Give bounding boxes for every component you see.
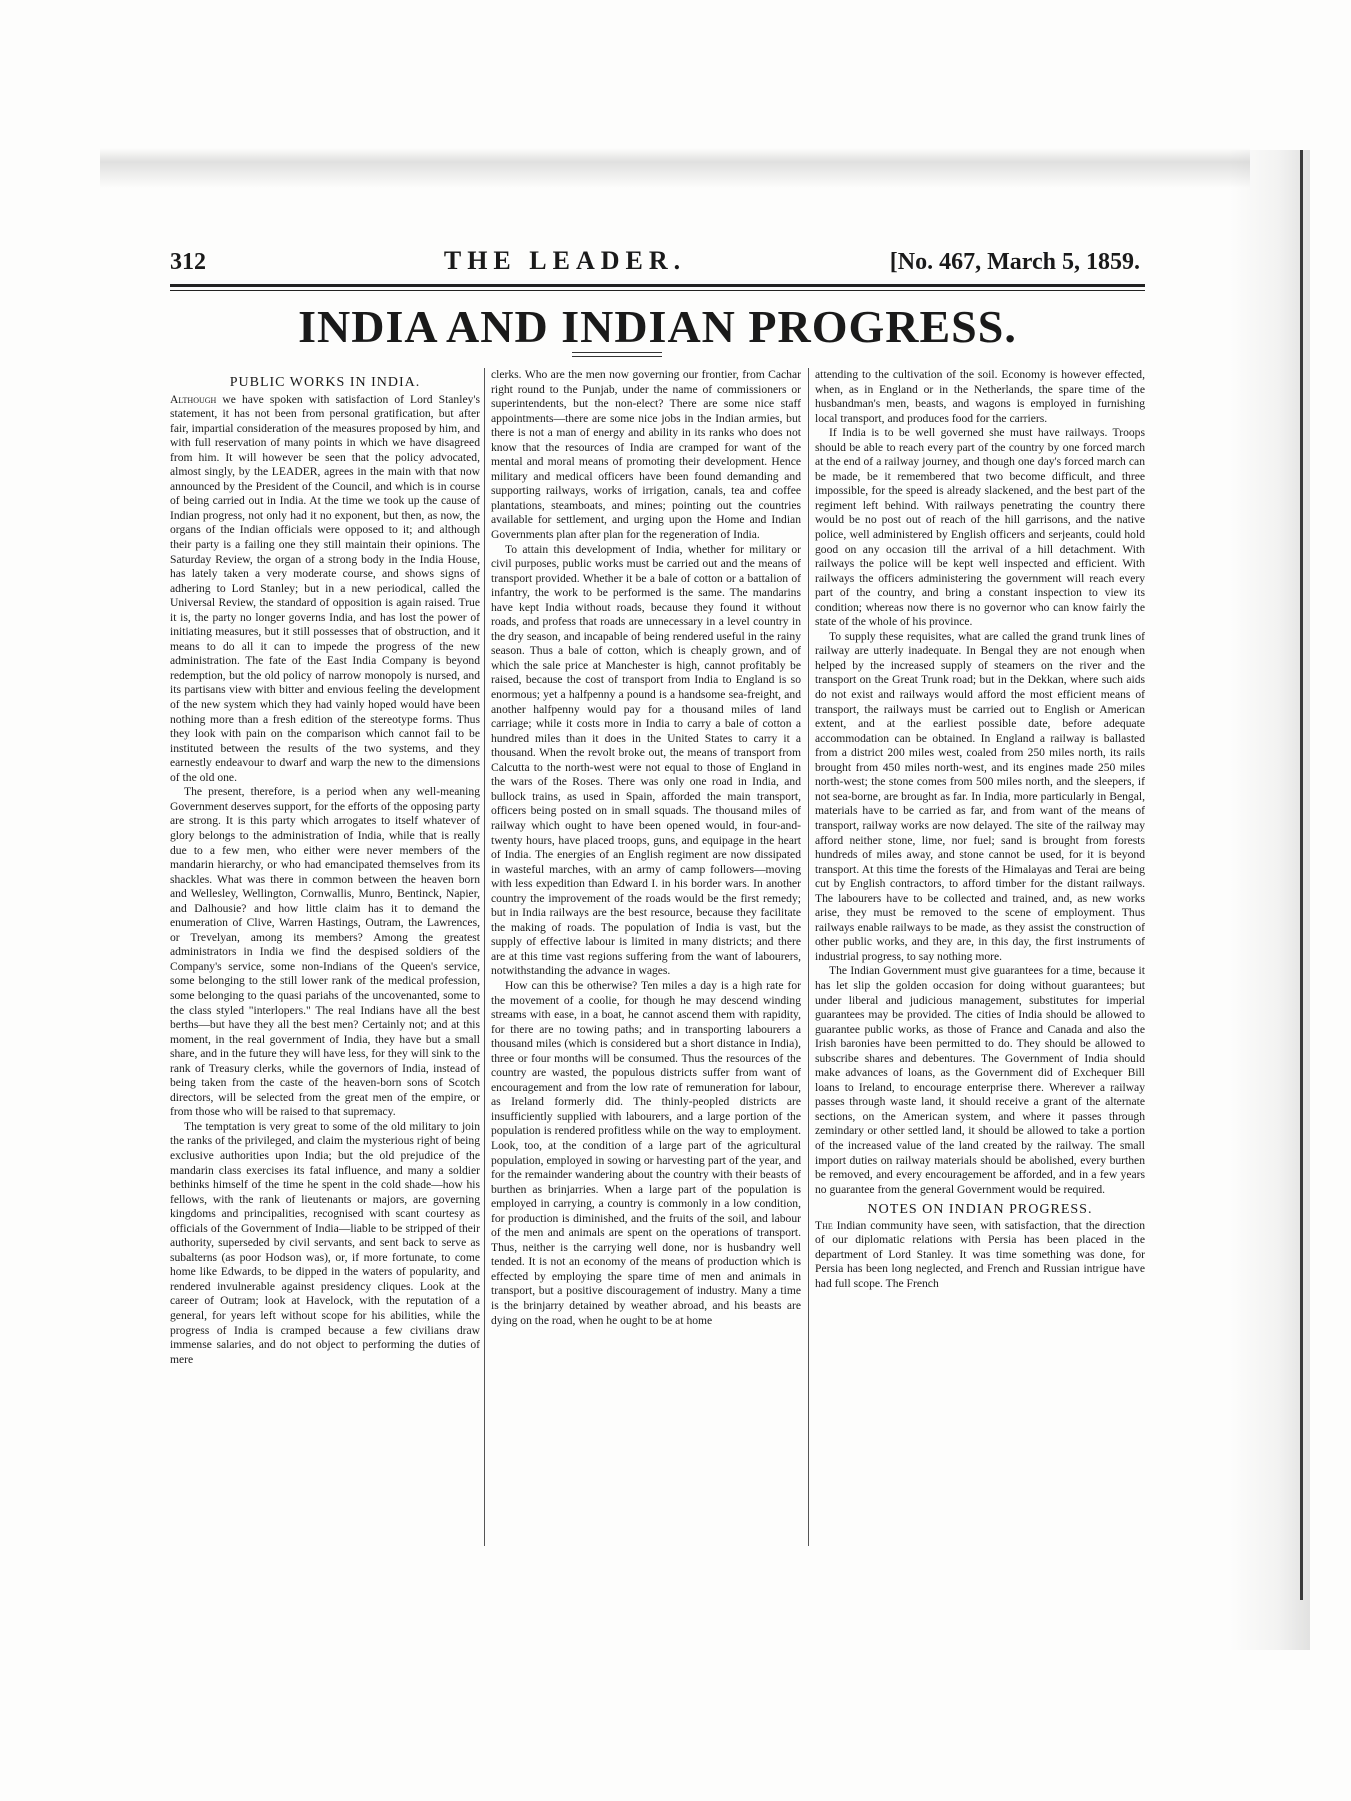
- paragraph: The temptation is very great to some of the old military to join the ranks of the privileged, and claim the mysterious right of being exclusive authorities upon India; but the old prejudice of the mandarin class exercises its fatal influence, and many a soldier bethinks himself of the time he spent in the cold shade—how his fellows, with the rank of lieutenants or majors, are governing kingdoms and principalities, recognised with scant courtesy as officials of the Government of India—liable to be stripped of their authority, superseded by civil servants, and sent back to serve as subalterns (as poor Hodson was), or, if more fortunate, to come home like Edwards, to be dipped in the waters of popularity, and rendered invulnerable against presidency cliques. Look at the career of Outram; look at Havelock, with the reputation of a general, for years left without scope for his abilities, while the progress of India is cramped because a few civilians draw immense salaries, and do not object to performing the duties of mere: [170, 1119, 480, 1366]
- paper-name: THE LEADER.: [443, 246, 687, 275]
- paragraph: The present, therefore, is a period when any well-meaning Government deserves support, for the efforts of the opposing party are strong. It is this party which arrogates to itself whatever of glory belongs to the administration of India, while that is really due to a few men, who either were never members of the mandarin hierarchy, or who had emancipated themselves from its shackles. What was there in common between the heaven born and Wellesley, Wellington, Cornwallis, Munro, Bentinck, Napier, and Dalhousie? and how little claim has it to demand the enumeration of Clive, Warren Hastings, Outram, the Lawrences, or Trevelyan, among its members? Among the greatest administrators in India we find the despised soldiers of the Company's service, some non-Indians of the Queen's service, some belonging to the still lower rank of the medical profession, some belonging to the quasi pariahs of the uncovenanted, some to the class styled "interlopers." The real Indians have all the best berths—but have they all the best men? Certainly not; and at this moment, in the real government of India, they have but a small share, and in the future they will have less, for they will sink to the rank of Treasury clerks, while the governors of India, instead of being taken from the caste of the heaven-born sons of Scotch directors, will be selected from the great men of the empire, or from those who will be raised to that supremacy.: [170, 785, 480, 1119]
- scan-shadow-top: [100, 148, 1250, 188]
- page-number: 312: [170, 249, 206, 275]
- column-3: [815, 368, 1145, 1548]
- paragraph: To supply these requisites, what are called the grand trunk lines of railway are utterly inadequate. In Bengal they are not enough when helped by the increased supply of steamers on the river and the transport on the Great Trunk road; but in the Dekkan, where such aids do not exist and railways would afford the most efficient means of transport, the railways must be carried out to English or American extent, and at the earliest possible date, before adequate accommodation can be obtained. In England a railway is ballasted from a district 200 miles west, coaled from 250 miles north, its rails brought from 450 miles north-west, and its engines made 250 miles north-west; the stone comes from 500 miles north, and the sleepers, if not sea-borne, are brought as far. In India, more particularly in Bengal, materials have to be carried as far, and from want of the means of transport, railway works are now delayed. The site of the railway may afford neither stone, lime, nor fuel; sand is brought from forests hundreds of miles away, and stone cannot be used, for it is beyond transport. At this time the forests of the Himalayas and Terai are being cut by English contractors, to afford timber for the distant railways. The labourers have to be collected and trained, and, as new works arise, they must be removed to the scene of employment. Thus railways enable railways to be made, as they assist the construction of other public works, and they are, in this day, the first instruments of industrial progress, to say nothing more.: [815, 629, 1145, 963]
- header-rule: [170, 284, 1145, 287]
- page-header: [170, 246, 1140, 282]
- article-columns: [170, 368, 1145, 1548]
- title-rule: [572, 352, 662, 353]
- paragraph: How can this be otherwise? Ten miles a day is a high rate for the movement of a coolie, for though he may descend winding streams with ease, in a boat, he cannot ascend them with rapidity, for there are no towing paths; and in transporting labourers a thousand miles (which is considered but a short distance in India), three or four months will be consumed. Thus the resources of the country are wasted, the populous districts suffer from want of encouragement and from the low rate of remuneration for labour, as Ireland formerly did. The thinly-peopled districts are insufficiently supplied with labourers, and a large portion of the population is rendered profitless while on the way to employment. Look, too, at the condition of a large part of the agricultural population, employed in sowing or harvesting part of the year, and for the remainder wandering about the country with their beasts of burthen as brinjarries. When a large part of the population is employed in carrying, a country is commonly in a low condition, for production is diminished, and the fruits of the soil, and labour of the men and animals are spent on the operations of transport. Thus, neither is the carrying well done, nor is husbandry well tended. It is not an economy of the means of production which is effected by employing the spare time of men and animals in transport, but a positive discouragement of industry. Many a time is the brinjarry detained by weather abroad, and his beasts are dying on the road, when he ought to be at home: [491, 978, 801, 1327]
- column-2: [491, 368, 801, 1548]
- column-1: [170, 368, 480, 1548]
- notes-heading: NOTES ON INDIAN PROGRESS.: [867, 1202, 1093, 1218]
- paragraph: [815, 1219, 1145, 1292]
- paragraph: [170, 393, 480, 786]
- lead-word: Although: [170, 392, 217, 406]
- paragraph: attending to the cultivation of the soil. Economy is however effected, when, as in England or in the Netherlands, the spare time of the husbandman's men, beasts, and wagons is employed in furnishing local transport, and produces food for the carriers.: [815, 368, 1145, 425]
- header-rule-thin: [170, 290, 1145, 291]
- title-rule-2: [572, 356, 662, 357]
- article-heading: PUBLIC WORKS IN INDIA.: [229, 375, 421, 390]
- lead-word: The: [815, 1218, 833, 1232]
- page-edge: [1300, 150, 1303, 1600]
- paragraph-text: Indian community have seen, with satisfaction, that the direction of our diplomatic relations with Persia has been placed in the department of Lord Stanley. It was time something was done, for Persia has been long neglected, and French and Russian intrigue have had full scope. The French: [815, 1218, 1145, 1290]
- scan-shadow-right: [1230, 150, 1310, 1650]
- section-title: INDIA AND INDIAN PROGRESS.: [298, 301, 1017, 352]
- paragraph-text: we have spoken with satisfaction of Lord Stanley's statement, it has not been from personal gratification, but after fair, impartial consideration of the measures proposed by him, and with full reservation of many points in which we have disagreed from him. It will however be seen that the policy advocated, almost singly, by the LEADER, agrees in the main with that now announced by the President of the Council, and which is in course of being carried out in India. At the time we took up the cause of Indian progress, not only had it no exponent, but then, as now, the organs of the Indian officials were opposed to it; and although their party is a failing one they still maintain their opinions. The Saturday Review, the organ of a strong body in the India House, has lately taken a very moderate course, and shows signs of adhering to Lord Stanley; but in a new periodical, called the Universal Review, the standard of opposition is again raised. True it is, the party no longer governs India, and has lost the power of initiating measures, but it still possesses that of obstruction, and it means to do all it can to impede the progress of the new administration. The fate of the East India Company is beyond redemption, but the old policy of narrow monopoly is nursed, and its partisans view with bitter and envious feeling the development of the new system which they had vainly hoped would have been nothing more than a fresh edition of the stereotype forms. Thus they look with pain on the comparison which cannot fail to be instituted between the results of the two systems, and they earnestly endeavour to dwarf and warp the new to the dimensions of the old one.: [170, 392, 480, 784]
- paragraph: To attain this development of India, whether for military or civil purposes, public works must be carried out and the means of transport provided. Whether it be a bale of cotton or a battalion of infantry, the work to be performed is the same. The mandarins have kept India without roads, because they found it without roads, and profess that roads are unnecessary in a level country in the dry season, and incapable of being rendered useful in the rainy season. Thus a bale of cotton, which is cheaply grown, and of which the sale price at Manchester is high, cannot profitably be raised, because the cost of transport from India to England is so enormous; yet a halfpenny a pound is a handsome sea-freight, and another halfpenny would pay for a thousand miles of land carriage; while it costs more in India to carry a bale of cotton a hundred miles than it does in the United States to carry it a thousand. When the revolt broke out, the means of transport from Calcutta to the north-west were not equal to those of England in the wars of the Roses. There was only one road in India, and bullock trains, as used in Spain, afforded the main transport, officers being posted on in small squads. The thousand miles of railway which ought to have been opened would, in four-and-twenty hours, have placed troops, guns, and equipage in the heart of India. The energies of an English regiment are now dissipated in wasteful marches, with an army of camp followers—moving with less expedition than Edward I. in his border wars. In another country the improvement of the roads would be the first remedy; but in India railways are the best resource, because they facilitate the making of roads. The population of India is vast, but the supply of effective labour is limited in many districts; and there are at this time vast regions suffering from the want of labourers, notwithstanding the advance in wages.: [491, 542, 801, 978]
- paragraph: The Indian Government must give guarantees for a time, because it has let slip the golden occasion for doing without guarantees; but under liberal and judicious management, substitutes for imperial guarantees may be provided. The cities of India should be allowed to guarantee public works, as those of France and Canada and also the Irish baronies have been permitted to do. They should be allowed to subscribe shares and debentures. The Government of India should make advances of loans, as the Government did of Exchequer Bill loans to Ireland, to encourage enterprise there. Wherever a railway passes through waste land, it should receive a grant of the alternate sections, on the American system, and where it passes through zemindary or other settled land, it should be allowed to take a portion of the increased value of the land created by the railway. The small import duties on railway materials should be abolished, every burthen be removed, and every encouragement be afforded, and in a few years no guarantee from the general Government would be required.: [815, 964, 1145, 1196]
- issue-info: [No. 467, March 5, 1859.: [889, 249, 1140, 275]
- paragraph: clerks. Who are the men now governing our frontier, from Cachar right round to the Punjab, under the name of commissioners or superintendents, but the non-elect? There are some nice staff appointments—there are some nice jobs in the Indian armies, but there is not a man of energy and ability in its ranks who does not know that the resources of India are cramped for want of the mental and moral means of promoting their development. Hence military and medical officers have been found demanding and supporting railways, works of irrigation, canals, tea and coffee plantations, steamboats, and mines; pointing out the countries available for settlement, and urging upon the Home and Indian Governments plan after plan for the regeneration of India.: [491, 368, 801, 542]
- paragraph: If India is to be well governed she must have railways. Troops should be able to reach every part of the country by one forced march at the end of a railway journey, and though one day's forced march can be made, be it remembered that two become difficult, and three impossible, for the speed is already slackened, and the best part of the regiment left behind. With railways penetrating the country there would be no post out of reach of the hill garrisons, and the native police, well administered by English officers and serjeants, could hold good on any occasion till the arrival of a hill detachment. With railways the police will be kept well inspected and efficient. With railways the officers administering the government will reach every part of the country, and bring a constant inspection to view its condition; whereas now there is no governor who can know fairly the state of the whole of his province.: [815, 426, 1145, 629]
